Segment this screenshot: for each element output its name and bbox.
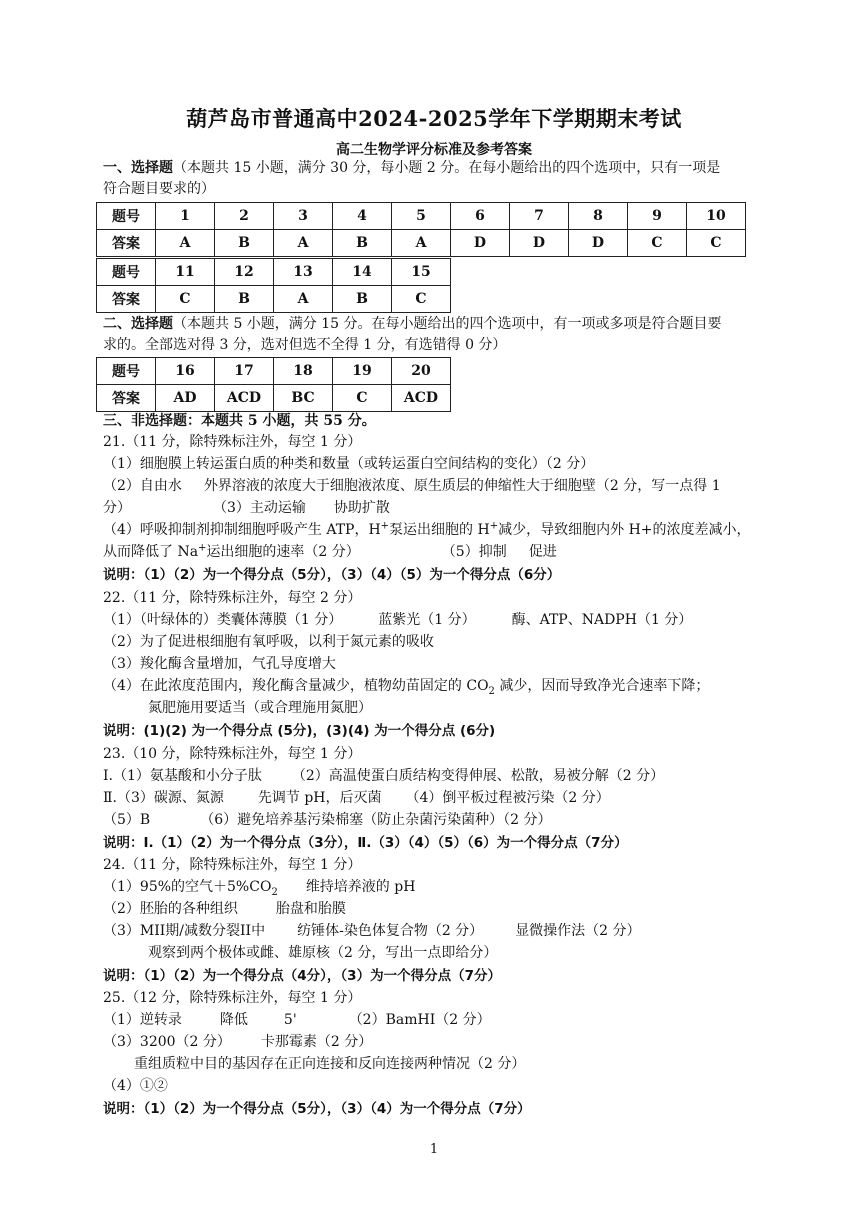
section1-desc-line1: 一、选择题（本题共 15 小题，满分 30 分，每小题 2 分。在每小题给出的四个选项中，只有一项是	[103, 160, 721, 176]
q23-scoring-note: 说明：Ⅰ.（1）（2）为一个得分点（3分），Ⅱ.（3）（4）（5）（6）为一个得分点（7分）	[103, 835, 628, 851]
table-cell: C	[333, 385, 392, 412]
table-cell: 9	[628, 203, 687, 230]
q23-answer-1: Ⅰ.（1）氨基酸和小分子肽 （2）高温使蛋白质结构变得伸展、松散，易被分解（2 分）	[103, 768, 665, 784]
table-cell: A	[156, 230, 215, 257]
table-cell: D	[569, 230, 628, 257]
table-cell: 6	[451, 203, 510, 230]
table-header-cell: 答案	[97, 385, 156, 412]
table-cell: 11	[156, 259, 215, 286]
q21-answer-5: 从而降低了 Na+运出细胞的速率（2 分） （5）抑制 促进	[103, 542, 557, 560]
table-cell: 19	[333, 358, 392, 385]
q21-answer-3: 分） （3）主动运输 协助扩散	[103, 500, 390, 516]
section3-heading: 三、非选择题：本题共 5 小题，共 55 分。	[103, 413, 376, 429]
table-cell: A	[274, 230, 333, 257]
section2-desc-line1: 二、选择题（本题共 5 小题，满分 15 分。在每小题给出的四个选项中，有一项或多项是符合题目要	[103, 316, 722, 332]
table-cell: 13	[274, 259, 333, 286]
q25-answer-4: （4）①②	[103, 1078, 168, 1094]
q22-answer-1: （1）（叶绿体的）类囊体薄膜（1 分） 蓝紫光（1 分） 酶、ATP、NADPH（1 分）	[103, 612, 693, 628]
q24-heading: 24.（11 分，除特殊标注外，每空 1 分）	[103, 857, 362, 873]
q21-answer-2: （2）自由水 外界溶液的浓度大于细胞液浓度、原生质层的伸缩性大于细胞壁（2 分，写一点得 1	[103, 478, 721, 494]
q21-heading: 21.（11 分，除特殊标注外，每空 1 分）	[103, 434, 362, 450]
table-cell: C	[392, 286, 451, 313]
q21-scoring-note: 说明：（1）（2）为一个得分点（5分），（3）（4）（5）为一个得分点（6分）	[103, 567, 561, 583]
table-cell: B	[333, 230, 392, 257]
q22-answer-4: （4）在此浓度范围内，羧化酶含量减少，植物幼苗固定的 $CO_2$ 减少，因而导致净光合速率下降；	[103, 678, 710, 697]
table-cell: A	[274, 286, 333, 313]
table-cell: ACD	[392, 385, 451, 412]
answer-table-2	[96, 357, 451, 412]
table-cell: 12	[215, 259, 274, 286]
q24-answer-1: （1）95%的空气$+5\%CO_2$ 维持培养液的 pH	[103, 879, 416, 898]
q23-heading: 23.（10 分，除特殊标注外，每空 1 分）	[103, 746, 362, 762]
table-cell: 18	[274, 358, 333, 385]
table-cell: ACD	[215, 385, 274, 412]
table-cell: C	[628, 230, 687, 257]
table-header-cell: 答案	[97, 230, 156, 257]
table-cell: 4	[333, 203, 392, 230]
table-cell: 5	[392, 203, 451, 230]
q25-answer-3: 重组质粒中目的基因存在正向连接和反向连接两种情况（2 分）	[134, 1056, 526, 1072]
table-cell: B	[215, 286, 274, 313]
table-cell: 1	[156, 203, 215, 230]
answer-table-1	[96, 202, 746, 257]
page-title: 葫芦岛市普通高中2024-2025学年下学期期末考试	[186, 106, 682, 131]
table-header-cell: 题号	[97, 203, 156, 230]
q24-answer-3: （3）MII期/减数分裂II中 纺锤体-染色体复合物（2 分） 显微操作法（2 分）	[103, 923, 641, 939]
table-row	[97, 259, 451, 286]
q24-scoring-note: 说明：（1）（2）为一个得分点（4分），（3）为一个得分点（7分）	[103, 968, 501, 984]
table-cell: 20	[392, 358, 451, 385]
page-number: 1	[429, 1142, 439, 1157]
table-header-cell: 题号	[97, 358, 156, 385]
table-row	[97, 286, 451, 313]
section1-desc-line2: 符合题目要求的）	[103, 181, 215, 197]
table-cell: B	[215, 230, 274, 257]
table-cell: C	[156, 286, 215, 313]
q22-heading: 22.（11 分，除特殊标注外，每空 2 分）	[103, 590, 362, 606]
table-row	[97, 203, 746, 230]
table-cell: 17	[215, 358, 274, 385]
table-cell: 2	[215, 203, 274, 230]
q23-answer-2: Ⅱ.（3）碳源、氮源 先调节 pH，后灭菌 （4）倒平板过程被污染（2 分）	[103, 790, 610, 806]
section2-desc-line2: 求的。全部选对得 3 分，选对但选不全得 1 分，有选错得 0 分）	[103, 337, 507, 353]
table-cell: BC	[274, 385, 333, 412]
table-row	[97, 385, 451, 412]
q22-answer-5: 氮肥施用要适当（或合理施用氮肥）	[148, 700, 372, 716]
q24-answer-4: 观察到两个极体或雌、雄原核（2 分，写出一点即给分）	[148, 945, 498, 961]
q22-answer-2: （2）为了促进根细胞有氧呼吸，以利于氮元素的吸收	[103, 634, 434, 650]
table-cell: AD	[156, 385, 215, 412]
q25-heading: 25.（12 分，除特殊标注外，每空 1 分）	[103, 990, 362, 1006]
table-cell: C	[687, 230, 746, 257]
table-cell: 14	[333, 259, 392, 286]
q22-answer-3: （3）羧化酶含量增加，气孔导度增大	[103, 656, 336, 672]
table-cell: 15	[392, 259, 451, 286]
q21-answer-4: （4）呼吸抑制剂抑制细胞呼吸产生 ATP，H+泵运出细胞的 H+减少，导致细胞内外 H+的浓度差减小，	[103, 520, 751, 538]
q25-answer-1: （1）逆转录 降低 5' （2）BamHI（2 分）	[103, 1012, 491, 1028]
table-row	[97, 230, 746, 257]
page-subtitle: 高二生物学评分标准及参考答案	[336, 142, 532, 158]
table-cell: A	[392, 230, 451, 257]
table-cell: B	[333, 286, 392, 313]
table-cell: 3	[274, 203, 333, 230]
table-cell: 16	[156, 358, 215, 385]
table-cell: 10	[687, 203, 746, 230]
q21-answer-1: （1）细胞膜上转运蛋白质的种类和数量（或转运蛋白空间结构的变化）（2 分）	[103, 456, 595, 472]
q25-answer-2: （3）3200（2 分） 卡那霉素（2 分）	[103, 1034, 373, 1050]
table-header-cell: 题号	[97, 259, 156, 286]
section1-heading: 一、选择题	[103, 160, 173, 176]
table-cell: 8	[569, 203, 628, 230]
q22-scoring-note: 说明：(1)(2) 为一个得分点 (5分)，(3)(4) 为一个得分点 (6分)	[103, 723, 496, 739]
answer-table-1b	[96, 258, 451, 313]
table-cell: D	[510, 230, 569, 257]
table-cell: D	[451, 230, 510, 257]
q24-answer-2: （2）胚胎的各种组织 胎盘和胎膜	[103, 901, 346, 917]
table-row	[97, 358, 451, 385]
table-header-cell: 答案	[97, 286, 156, 313]
q25-scoring-note: 说明：（1）（2）为一个得分点（5分），（3）（4）为一个得分点（7分）	[103, 1101, 531, 1117]
section2-heading: 二、选择题	[103, 316, 173, 332]
table-cell: 7	[510, 203, 569, 230]
q23-answer-3: （5）B （6）避免培养基污染棉塞（防止杂菌污染菌种）（2 分）	[103, 812, 552, 828]
